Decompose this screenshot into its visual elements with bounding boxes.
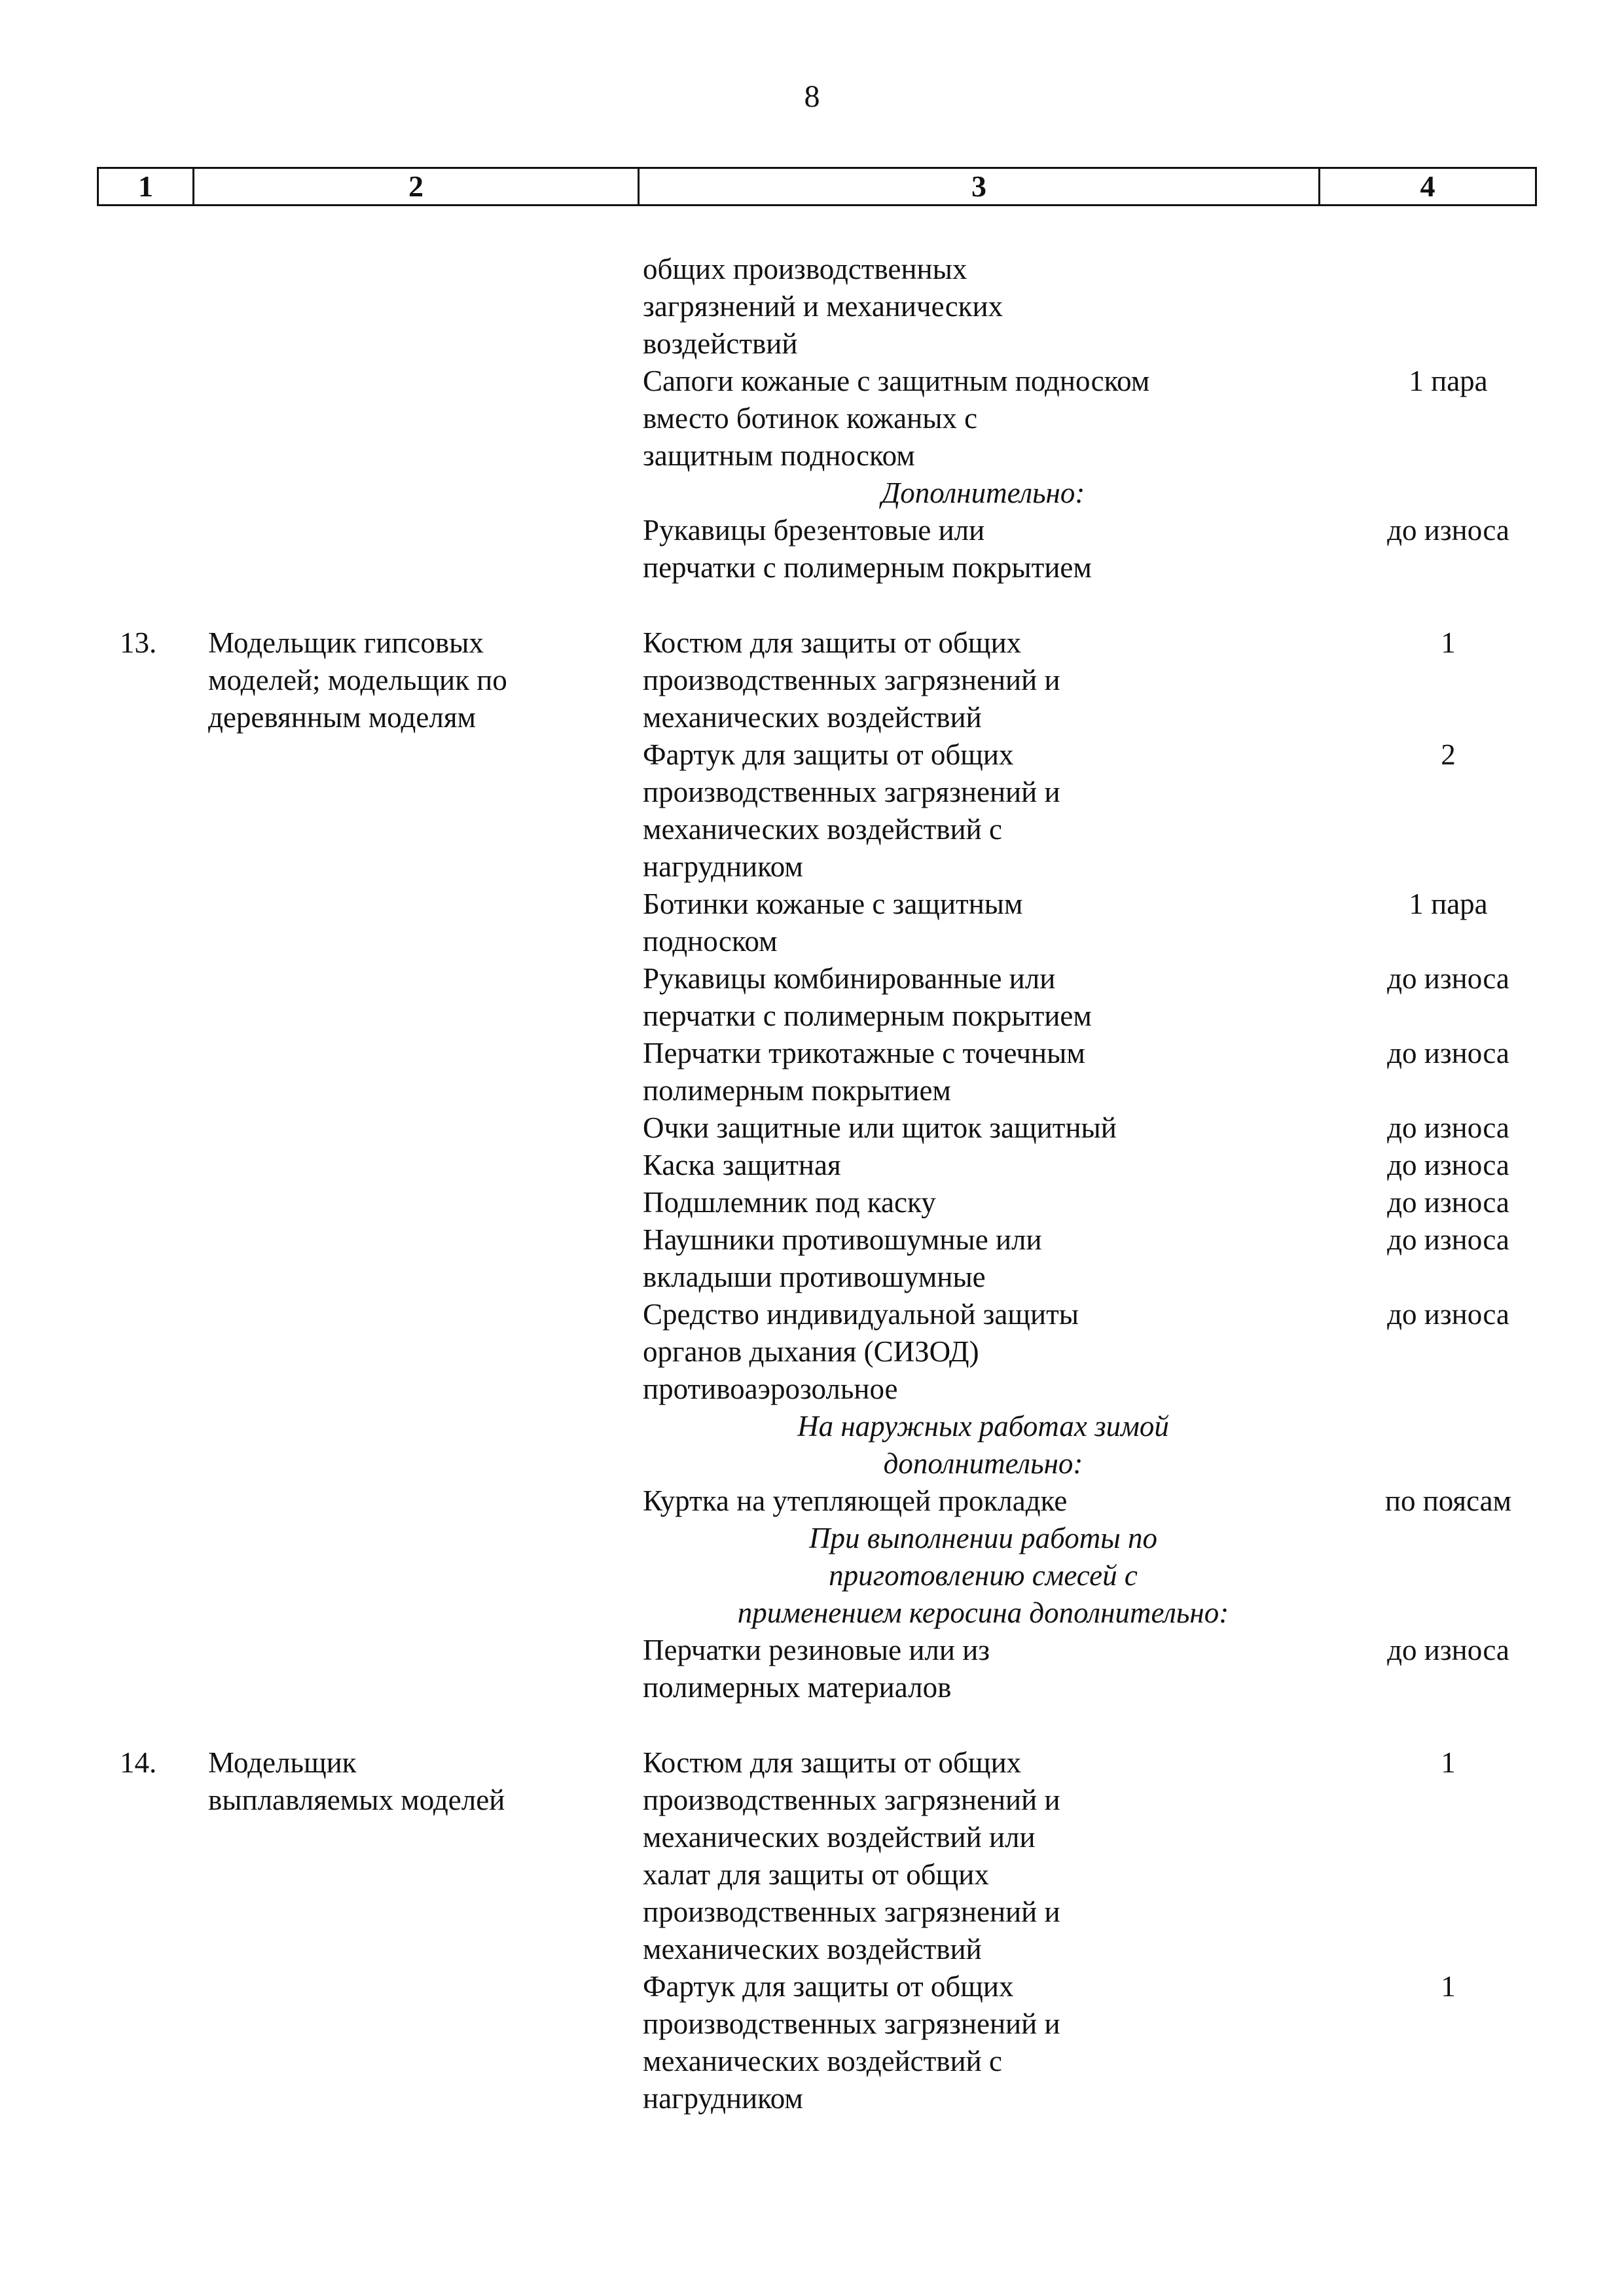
section-heading: На наружных работах зимой — [797, 1410, 1169, 1443]
item-text: Рукавицы брезентовые или — [643, 514, 985, 547]
item-text: Очки защитные или щиток защитный — [643, 1111, 1117, 1144]
row-number: 13. — [120, 626, 157, 659]
section-heading: применением керосина дополнительно: — [737, 1596, 1229, 1629]
issue-norm: по поясам — [1384, 1484, 1512, 1517]
issue-norm: до износа — [1387, 1223, 1509, 1256]
item-text: загрязнений и механических — [643, 290, 1003, 323]
item-text: Подшлемник под каску — [643, 1186, 936, 1219]
item-text: механических воздействий — [643, 701, 982, 734]
header-col-2: 2 — [194, 169, 640, 204]
item-text: органов дыхания (СИЗОД) — [643, 1335, 979, 1368]
item-text: воздействий — [643, 327, 798, 360]
profession-name: моделей; модельщик по — [208, 664, 507, 696]
issue-norm: до износа — [1387, 1186, 1509, 1219]
item-text: Каска защитная — [643, 1149, 841, 1181]
section-heading: дополнительно: — [883, 1447, 1083, 1480]
item-text: Костюм для защиты от общих — [643, 626, 1022, 659]
item-text: Сапоги кожаные с защитным подноском — [643, 365, 1150, 397]
profession-name: Модельщик — [208, 1746, 357, 1779]
issue-norm: 1 пара — [1409, 888, 1488, 920]
item-text: защитным подноском — [643, 439, 915, 472]
section-heading: Дополнительно: — [881, 476, 1085, 509]
issue-norm: 1 — [1441, 1746, 1456, 1779]
issue-norm: до износа — [1387, 1634, 1509, 1666]
section-heading: приготовлению смесей с — [829, 1559, 1138, 1592]
issue-norm: 1 пара — [1409, 365, 1488, 397]
item-text: механических воздействий с — [643, 2045, 1002, 2077]
issue-norm: 1 — [1441, 1970, 1456, 2003]
item-text: Рукавицы комбинированные или — [643, 962, 1056, 995]
row-number: 14. — [120, 1746, 157, 1779]
header-col-3: 3 — [640, 169, 1320, 204]
issue-norm: до износа — [1387, 514, 1509, 547]
item-text: механических воздействий — [643, 1933, 982, 1965]
profession-name: выплавляемых моделей — [208, 1784, 505, 1816]
item-text: Наушники противошумные или — [643, 1223, 1042, 1256]
issue-norm: 1 — [1441, 626, 1456, 659]
issue-norm: до износа — [1387, 1037, 1509, 1069]
item-text: нагрудником — [643, 850, 803, 883]
item-text: производственных загрязнений и — [643, 2007, 1060, 2040]
item-text: полимерных материалов — [643, 1671, 952, 1704]
header-col-4: 4 — [1420, 170, 1435, 203]
item-text: общих производственных — [643, 253, 967, 285]
item-text: нагрудником — [643, 2082, 803, 2115]
profession-name: деревянным моделям — [208, 701, 476, 734]
item-text: вкладыши противошумные — [643, 1261, 986, 1293]
item-text: Перчатки трикотажные с точечным — [643, 1037, 1085, 1069]
item-text: перчатки с полимерным покрытием — [643, 999, 1092, 1032]
item-text: вместо ботинок кожаных с — [643, 402, 978, 435]
page-number: 8 — [804, 79, 820, 114]
profession-name: Модельщик гипсовых — [208, 626, 484, 659]
item-text: Перчатки резиновые или из — [643, 1634, 990, 1666]
item-text: подноском — [643, 925, 778, 958]
issue-norm: до износа — [1387, 1298, 1509, 1331]
issue-norm: до износа — [1387, 1149, 1509, 1181]
item-text: механических воздействий или — [643, 1821, 1036, 1854]
item-text: полимерным покрытием — [643, 1074, 951, 1107]
item-text: производственных загрязнений и — [643, 1784, 1060, 1816]
section-heading: При выполнении работы по — [809, 1522, 1157, 1554]
issue-norm: до износа — [1387, 1111, 1509, 1144]
item-text: Средство индивидуальной защиты — [643, 1298, 1079, 1331]
item-text: Ботинки кожаные с защитным — [643, 888, 1023, 920]
table-header-row — [97, 167, 1537, 206]
item-text: Куртка на утепляющей прокладке — [643, 1484, 1068, 1517]
item-text: производственных загрязнений и — [643, 776, 1060, 808]
item-text: противоаэрозольное — [643, 1372, 898, 1405]
item-text: халат для защиты от общих — [643, 1858, 989, 1891]
item-text: перчатки с полимерным покрытием — [643, 551, 1092, 584]
issue-norm: 2 — [1441, 738, 1456, 771]
item-text: производственных загрязнений и — [643, 664, 1060, 696]
issue-norm: до износа — [1387, 962, 1509, 995]
item-text: производственных загрязнений и — [643, 1895, 1060, 1928]
item-text: Фартук для защиты от общих — [643, 738, 1014, 771]
item-text: Фартук для защиты от общих — [643, 1970, 1014, 2003]
header-col-1: 1 — [99, 169, 194, 204]
item-text: Костюм для защиты от общих — [643, 1746, 1022, 1779]
item-text: механических воздействий с — [643, 813, 1002, 846]
